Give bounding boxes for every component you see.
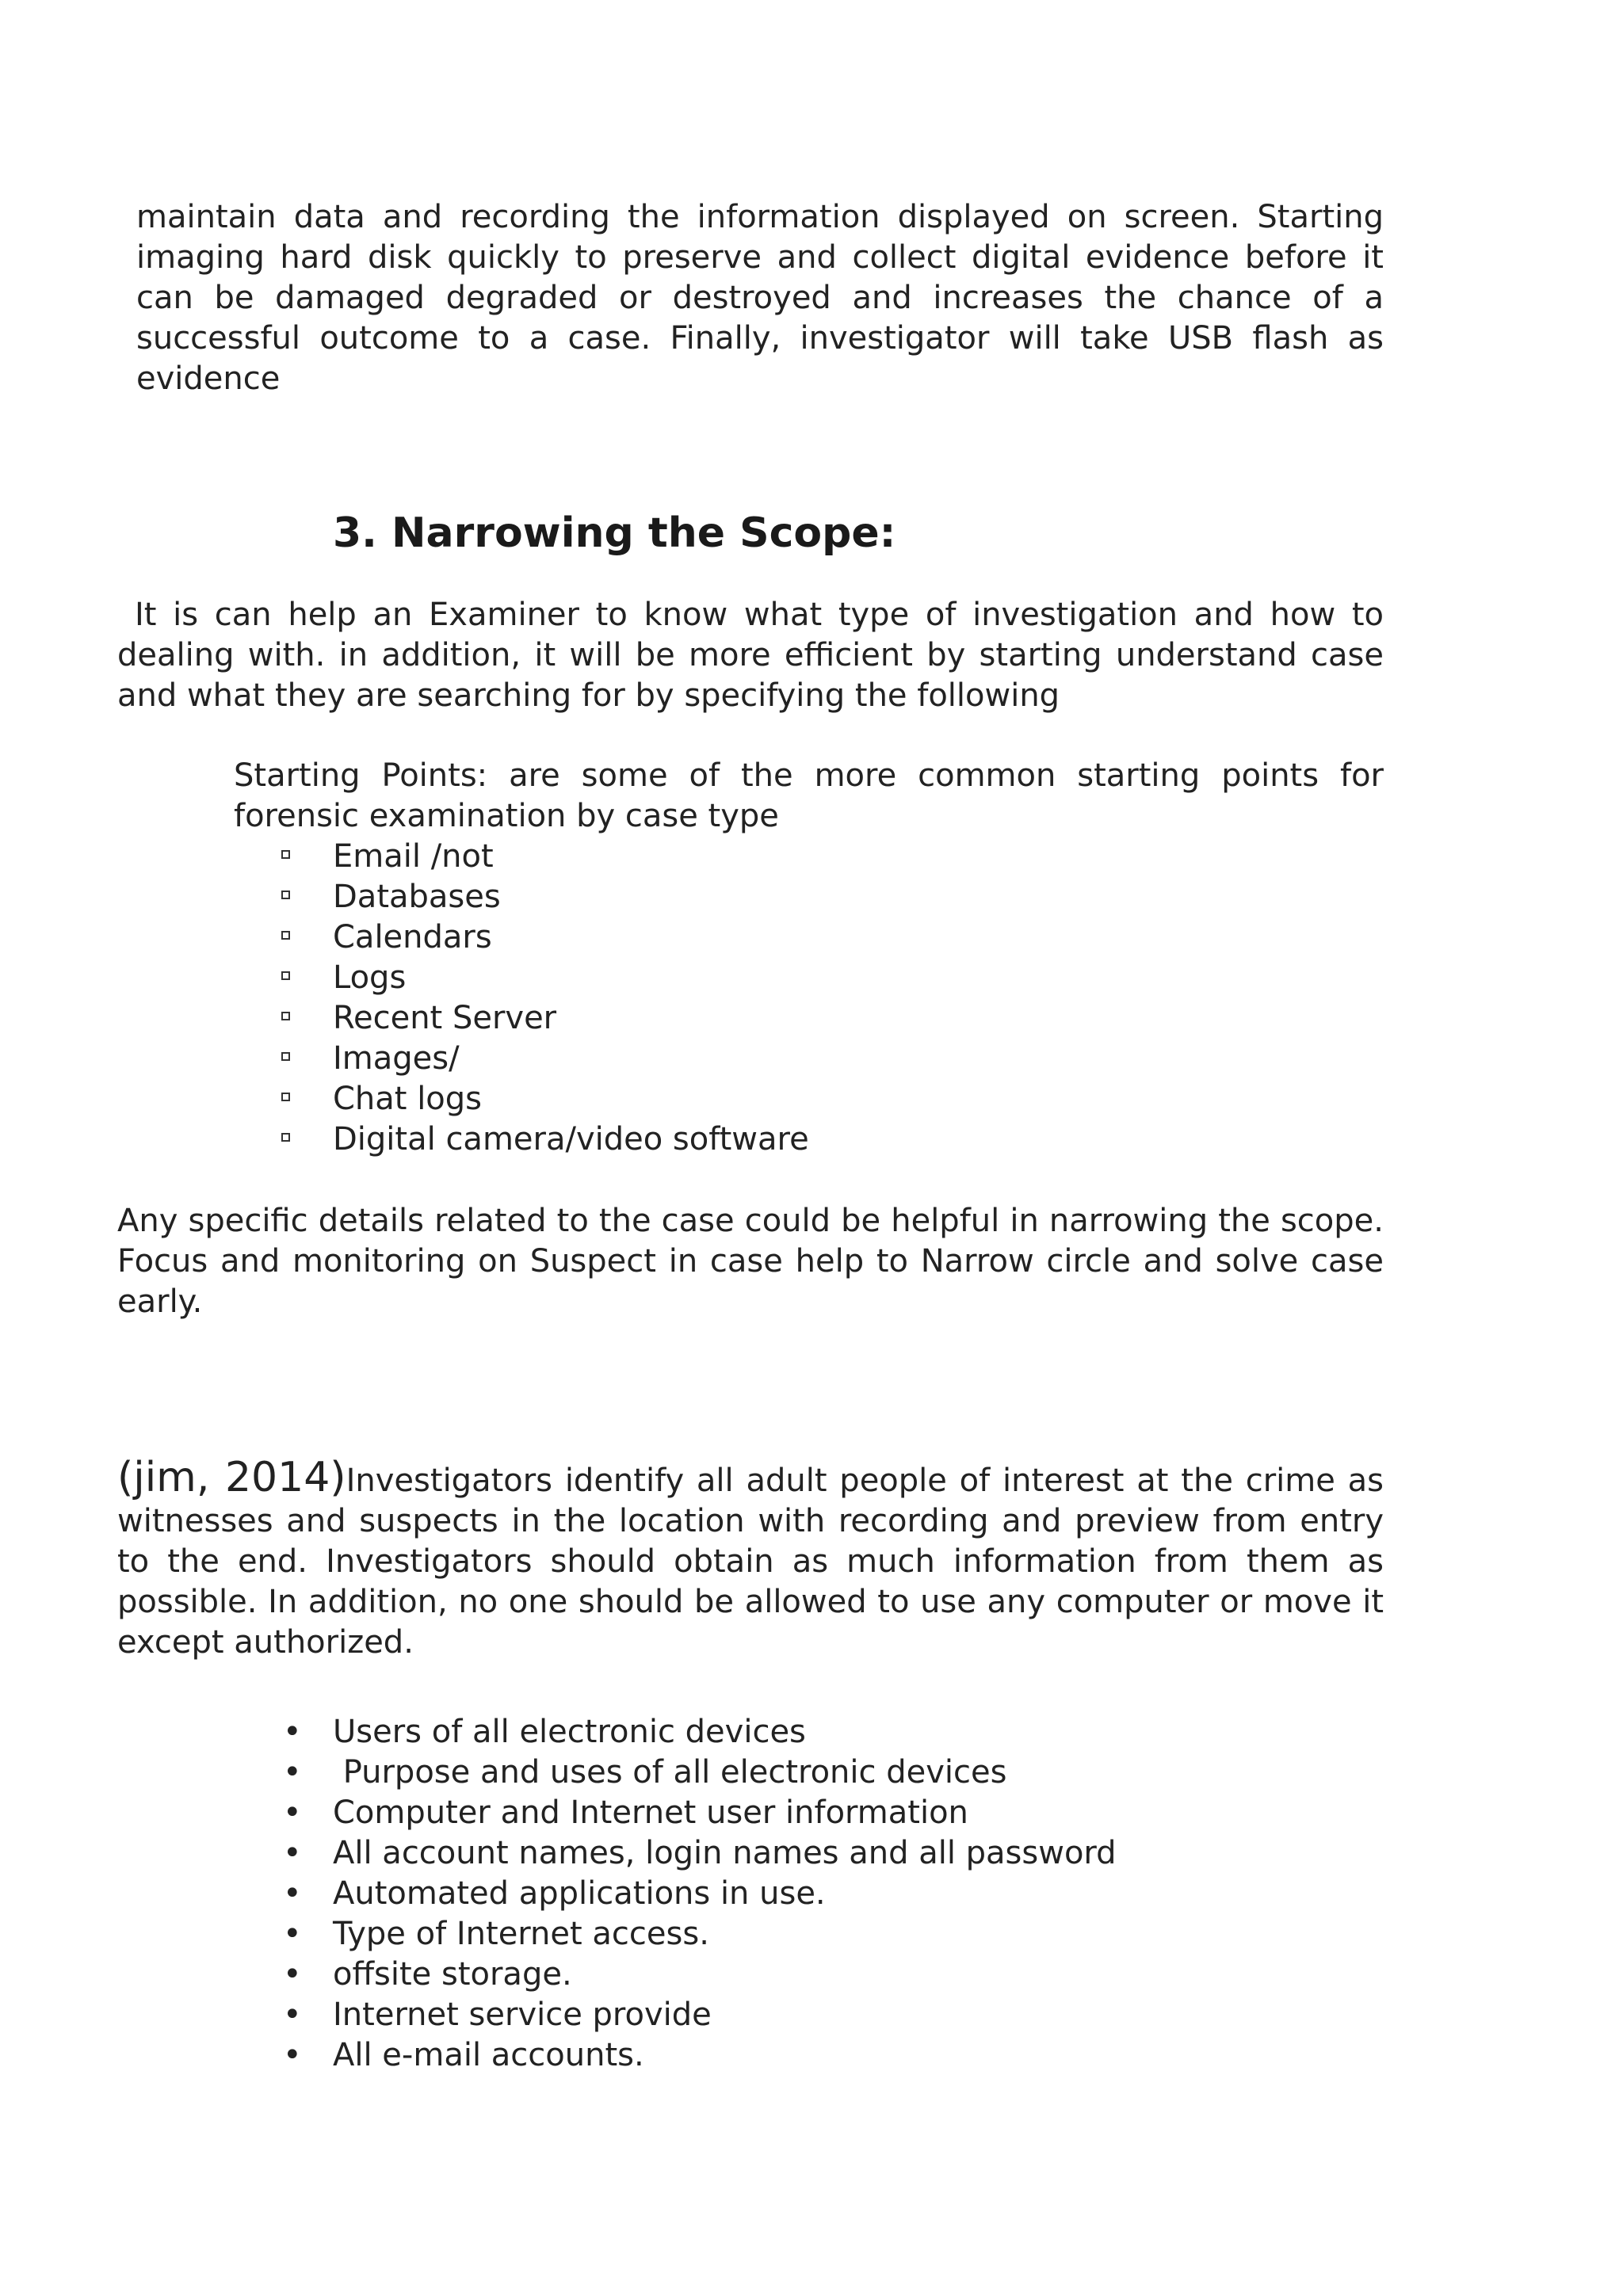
list-item: • Type of Internet access. — [281, 1914, 1117, 1955]
list-item: Logs — [281, 958, 809, 998]
list-item: Recent Server — [281, 998, 809, 1039]
square-bullet-icon — [281, 1012, 290, 1020]
list-item: • offsite storage. — [281, 1955, 1117, 1995]
bullet-icon: • — [283, 1835, 302, 1871]
list-item: Images/ — [281, 1039, 809, 1079]
bullet-icon: • — [283, 1956, 302, 1993]
list-item: • Computer and Internet user information — [281, 1793, 1117, 1833]
list-item: Digital camera/video software — [281, 1119, 809, 1160]
list-item: • All e-mail accounts. — [281, 2035, 1117, 2076]
section-heading: 3. Narrowing the Scope: — [333, 509, 896, 557]
bullet-icon: • — [283, 1997, 302, 2033]
starting-points-list — [281, 837, 809, 1160]
list-item: • All account names, login names and all password — [281, 1833, 1117, 1874]
list-item: • Users of all electronic devices — [281, 1712, 1117, 1753]
square-bullet-icon — [281, 1093, 290, 1101]
bullet-icon: • — [283, 1875, 302, 1912]
bullet-icon: • — [283, 1916, 302, 1952]
starting-points-paragraph: Starting Points: are some of the more common starting points for forensic examination by case type — [234, 757, 1384, 834]
intro-paragraph: maintain data and recording the information displayed on screen. Starting imaging hard disk quickly to preserve and collect digital evidence before it can be damaged degraded or destroyed and increases the chance of a successful outcome to a case. Finally, investigator will take USB flash as evidence — [136, 199, 1384, 397]
bullet-icon: • — [283, 1754, 302, 1791]
square-bullet-icon — [281, 971, 290, 980]
square-bullet-icon — [281, 1052, 290, 1061]
list-item: • Purpose and uses of all electronic devices — [281, 1753, 1117, 1793]
list-item: Email /not — [281, 837, 809, 877]
citation: (jim, 2014) — [117, 1454, 346, 1501]
list-item: • Automated applications in use. — [281, 1874, 1117, 1914]
investigators-text: Investigators identify all adult people of interest at the crime as witnesses and suspects in the location with recording and preview from entry to the end. Investigators should obtain as much information from them as possible. In addition, no one should be allowed to use any computer or move it except authorized. — [117, 1463, 1384, 1661]
list-item: • Internet service provide — [281, 1995, 1117, 2035]
square-bullet-icon — [281, 1133, 290, 1142]
investigator-info-list — [281, 1712, 1117, 2076]
bullet-icon: • — [283, 2037, 302, 2073]
bullet-icon: • — [283, 1714, 302, 1750]
specific-details-paragraph: Any specific details related to the case could be helpful in narrowing the scope. Focus and monitoring on Suspect in case help to Narrow circle and solve case early. — [117, 1203, 1384, 1320]
square-bullet-icon — [281, 931, 290, 940]
list-item: Chat logs — [281, 1079, 809, 1119]
square-bullet-icon — [281, 891, 290, 899]
bullet-icon: • — [283, 1794, 302, 1831]
investigators-paragraph — [117, 1454, 1384, 1663]
list-item: Databases — [281, 877, 809, 917]
square-bullet-icon — [281, 850, 290, 859]
scope-intro-paragraph: It is can help an Examiner to know what type of investigation and how to dealing with. in addition, it will be more efficient by starting understand case and what they are searching for by specifying the following — [117, 597, 1384, 714]
list-item: Calendars — [281, 917, 809, 958]
